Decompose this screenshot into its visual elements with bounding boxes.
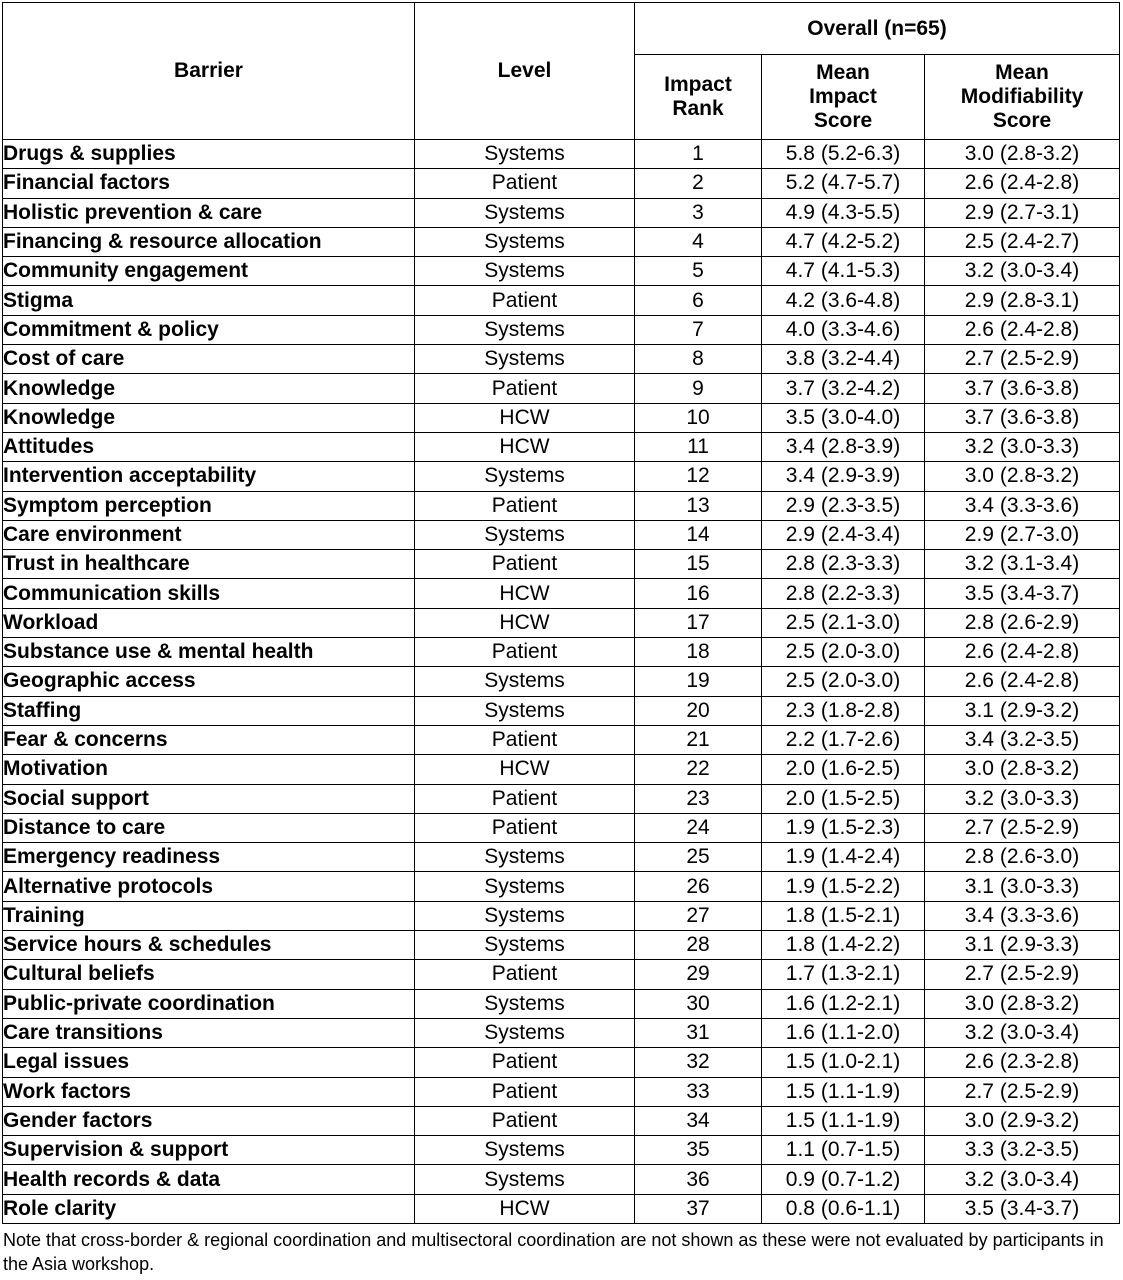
mean-impact-score-cell: 5.8 (5.2-6.3) (762, 140, 925, 169)
mean-modifiability-score-cell: 3.1 (2.9-3.3) (925, 931, 1120, 960)
impact-rank-cell: 36 (635, 1165, 762, 1194)
mean-impact-score-cell: 3.7 (3.2-4.2) (762, 374, 925, 403)
level-cell: Systems (415, 872, 635, 901)
mean-impact-score-cell: 4.7 (4.2-5.2) (762, 227, 925, 256)
barrier-cell: Commitment & policy (3, 315, 415, 344)
mean-modifiability-score-cell: 3.7 (3.6-3.8) (925, 403, 1120, 432)
table-row (3, 989, 1120, 1018)
level-cell: HCW (415, 608, 635, 637)
impact-rank-cell: 37 (635, 1194, 762, 1223)
table-row (3, 813, 1120, 842)
table-row (3, 1165, 1120, 1194)
table-row (3, 315, 1120, 344)
level-cell: Systems (415, 1136, 635, 1165)
header-mean-impact-score: Mean Impact Score (762, 55, 925, 140)
impact-rank-cell: 28 (635, 931, 762, 960)
level-cell: Patient (415, 638, 635, 667)
mean-impact-score-cell: 4.7 (4.1-5.3) (762, 257, 925, 286)
barrier-cell: Knowledge (3, 403, 415, 432)
header-impact-rank: Impact Rank (635, 55, 762, 140)
level-cell: HCW (415, 432, 635, 461)
mean-impact-score-cell: 2.9 (2.3-3.5) (762, 491, 925, 520)
mean-impact-score-cell: 2.3 (1.8-2.8) (762, 696, 925, 725)
table-header (3, 3, 1120, 140)
level-cell: Patient (415, 784, 635, 813)
level-cell: Systems (415, 989, 635, 1018)
level-cell: Patient (415, 286, 635, 315)
mean-modifiability-score-cell: 3.0 (2.8-3.2) (925, 989, 1120, 1018)
mean-modifiability-score-cell: 2.6 (2.3-2.8) (925, 1048, 1120, 1077)
barrier-cell: Fear & concerns (3, 725, 415, 754)
header-overall: Overall (n=65) (635, 3, 1120, 55)
mean-impact-score-cell: 4.2 (3.6-4.8) (762, 286, 925, 315)
table-row (3, 374, 1120, 403)
mean-modifiability-score-cell: 3.2 (3.0-3.4) (925, 1018, 1120, 1047)
mean-modifiability-score-cell: 3.7 (3.6-3.8) (925, 374, 1120, 403)
barrier-cell: Attitudes (3, 432, 415, 461)
barrier-cell: Motivation (3, 755, 415, 784)
level-cell: Systems (415, 667, 635, 696)
table-row (3, 227, 1120, 256)
mean-impact-score-cell: 3.8 (3.2-4.4) (762, 345, 925, 374)
mean-impact-score-cell: 1.7 (1.3-2.1) (762, 960, 925, 989)
table-row (3, 931, 1120, 960)
barrier-cell: Alternative protocols (3, 872, 415, 901)
level-cell: Patient (415, 491, 635, 520)
level-cell: Systems (415, 843, 635, 872)
barrier-cell: Holistic prevention & care (3, 198, 415, 227)
impact-rank-cell: 23 (635, 784, 762, 813)
mean-impact-score-cell: 0.9 (0.7-1.2) (762, 1165, 925, 1194)
level-cell: Patient (415, 960, 635, 989)
table-row (3, 432, 1120, 461)
header-level: Level (415, 3, 635, 140)
table-row (3, 462, 1120, 491)
impact-rank-cell: 14 (635, 520, 762, 549)
mean-impact-score-cell: 5.2 (4.7-5.7) (762, 169, 925, 198)
mean-modifiability-score-cell: 2.6 (2.4-2.8) (925, 315, 1120, 344)
barrier-cell: Legal issues (3, 1048, 415, 1077)
header-barrier: Barrier (3, 3, 415, 140)
table-row (3, 286, 1120, 315)
barrier-cell: Distance to care (3, 813, 415, 842)
mean-impact-score-cell: 1.9 (1.5-2.2) (762, 872, 925, 901)
level-cell: Patient (415, 813, 635, 842)
level-cell: Systems (415, 315, 635, 344)
level-cell: Systems (415, 520, 635, 549)
impact-rank-cell: 6 (635, 286, 762, 315)
barrier-cell: Trust in healthcare (3, 550, 415, 579)
barrier-cell: Public-private coordination (3, 989, 415, 1018)
table-row (3, 169, 1120, 198)
header-mean-modifiability-score: Mean Modifiability Score (925, 55, 1120, 140)
mean-modifiability-score-cell: 3.0 (2.8-3.2) (925, 140, 1120, 169)
barrier-cell: Work factors (3, 1077, 415, 1106)
mean-impact-score-cell: 1.5 (1.1-1.9) (762, 1106, 925, 1135)
impact-rank-cell: 18 (635, 638, 762, 667)
mean-modifiability-score-cell: 2.9 (2.8-3.1) (925, 286, 1120, 315)
barrier-cell: Workload (3, 608, 415, 637)
level-cell: Patient (415, 169, 635, 198)
impact-rank-cell: 19 (635, 667, 762, 696)
impact-rank-cell: 17 (635, 608, 762, 637)
impact-rank-cell: 32 (635, 1048, 762, 1077)
table-row (3, 1194, 1120, 1223)
mean-impact-score-cell: 1.8 (1.5-2.1) (762, 901, 925, 930)
level-cell: Patient (415, 725, 635, 754)
level-cell: HCW (415, 755, 635, 784)
table-row (3, 901, 1120, 930)
barrier-cell: Supervision & support (3, 1136, 415, 1165)
table-note: Note that cross-border & regional coordination and multisectoral coordination are not shown as these were not evaluated by participants in the Asia workshop. (3, 1230, 1104, 1274)
mean-modifiability-score-cell: 3.5 (3.4-3.7) (925, 1194, 1120, 1223)
mean-modifiability-score-cell: 2.7 (2.5-2.9) (925, 960, 1120, 989)
mean-impact-score-cell: 1.1 (0.7-1.5) (762, 1136, 925, 1165)
level-cell: Systems (415, 257, 635, 286)
table-row (3, 579, 1120, 608)
mean-modifiability-score-cell: 2.7 (2.5-2.9) (925, 1077, 1120, 1106)
impact-rank-cell: 2 (635, 169, 762, 198)
table-row (3, 1136, 1120, 1165)
impact-rank-cell: 11 (635, 432, 762, 461)
impact-rank-cell: 4 (635, 227, 762, 256)
mean-modifiability-score-cell: 2.5 (2.4-2.7) (925, 227, 1120, 256)
barrier-cell: Gender factors (3, 1106, 415, 1135)
impact-rank-cell: 24 (635, 813, 762, 842)
impact-rank-cell: 25 (635, 843, 762, 872)
impact-rank-cell: 8 (635, 345, 762, 374)
mean-impact-score-cell: 4.9 (4.3-5.5) (762, 198, 925, 227)
barrier-cell: Intervention acceptability (3, 462, 415, 491)
mean-impact-score-cell: 3.4 (2.8-3.9) (762, 432, 925, 461)
level-cell: HCW (415, 1194, 635, 1223)
mean-modifiability-score-cell: 2.7 (2.5-2.9) (925, 813, 1120, 842)
mean-impact-score-cell: 1.8 (1.4-2.2) (762, 931, 925, 960)
impact-rank-cell: 34 (635, 1106, 762, 1135)
impact-rank-cell: 20 (635, 696, 762, 725)
mean-modifiability-score-cell: 2.6 (2.4-2.8) (925, 667, 1120, 696)
mean-modifiability-score-cell: 3.2 (3.0-3.3) (925, 784, 1120, 813)
mean-modifiability-score-cell: 3.5 (3.4-3.7) (925, 579, 1120, 608)
mean-modifiability-score-cell: 3.1 (2.9-3.2) (925, 696, 1120, 725)
level-cell: Patient (415, 550, 635, 579)
impact-rank-cell: 35 (635, 1136, 762, 1165)
mean-impact-score-cell: 2.2 (1.7-2.6) (762, 725, 925, 754)
impact-rank-cell: 30 (635, 989, 762, 1018)
impact-rank-cell: 13 (635, 491, 762, 520)
impact-rank-cell: 26 (635, 872, 762, 901)
barrier-cell: Geographic access (3, 667, 415, 696)
barrier-cell: Knowledge (3, 374, 415, 403)
level-cell: Systems (415, 931, 635, 960)
table-row (3, 345, 1120, 374)
mean-impact-score-cell: 2.8 (2.3-3.3) (762, 550, 925, 579)
mean-impact-score-cell: 2.8 (2.2-3.3) (762, 579, 925, 608)
mean-impact-score-cell: 1.5 (1.0-2.1) (762, 1048, 925, 1077)
barrier-cell: Health records & data (3, 1165, 415, 1194)
barrier-cell: Role clarity (3, 1194, 415, 1223)
mean-impact-score-cell: 2.5 (2.0-3.0) (762, 638, 925, 667)
table-row (3, 491, 1120, 520)
mean-modifiability-score-cell: 3.2 (3.0-3.4) (925, 1165, 1120, 1194)
level-cell: Systems (415, 901, 635, 930)
table-row (3, 198, 1120, 227)
table-body (3, 140, 1120, 1224)
mean-impact-score-cell: 2.0 (1.6-2.5) (762, 755, 925, 784)
mean-modifiability-score-cell: 3.3 (3.2-3.5) (925, 1136, 1120, 1165)
table-row (3, 1077, 1120, 1106)
barriers-table (2, 2, 1120, 1224)
impact-rank-cell: 15 (635, 550, 762, 579)
mean-modifiability-score-cell: 2.9 (2.7-3.0) (925, 520, 1120, 549)
level-cell: Patient (415, 1077, 635, 1106)
table-row (3, 608, 1120, 637)
impact-rank-cell: 29 (635, 960, 762, 989)
level-cell: HCW (415, 579, 635, 608)
level-cell: Systems (415, 227, 635, 256)
level-cell: Systems (415, 462, 635, 491)
table-row (3, 784, 1120, 813)
mean-impact-score-cell: 1.5 (1.1-1.9) (762, 1077, 925, 1106)
table-row (3, 1048, 1120, 1077)
mean-modifiability-score-cell: 2.7 (2.5-2.9) (925, 345, 1120, 374)
table-row (3, 140, 1120, 169)
barrier-cell: Community engagement (3, 257, 415, 286)
mean-impact-score-cell: 2.9 (2.4-3.4) (762, 520, 925, 549)
mean-modifiability-score-cell: 2.6 (2.4-2.8) (925, 169, 1120, 198)
mean-modifiability-score-cell: 3.0 (2.9-3.2) (925, 1106, 1120, 1135)
barrier-cell: Financial factors (3, 169, 415, 198)
barrier-cell: Substance use & mental health (3, 638, 415, 667)
impact-rank-cell: 7 (635, 315, 762, 344)
level-cell: HCW (415, 403, 635, 432)
mean-modifiability-score-cell: 3.2 (3.1-3.4) (925, 550, 1120, 579)
mean-modifiability-score-cell: 2.6 (2.4-2.8) (925, 638, 1120, 667)
table-row (3, 520, 1120, 549)
barrier-cell: Financing & resource allocation (3, 227, 415, 256)
table-row (3, 725, 1120, 754)
mean-impact-score-cell: 1.9 (1.5-2.3) (762, 813, 925, 842)
barrier-cell: Care transitions (3, 1018, 415, 1047)
barrier-cell: Staffing (3, 696, 415, 725)
impact-rank-cell: 10 (635, 403, 762, 432)
mean-impact-score-cell: 2.0 (1.5-2.5) (762, 784, 925, 813)
table-row (3, 638, 1120, 667)
mean-modifiability-score-cell: 3.4 (3.2-3.5) (925, 725, 1120, 754)
level-cell: Patient (415, 1048, 635, 1077)
barrier-cell: Symptom perception (3, 491, 415, 520)
table-row (3, 257, 1120, 286)
barrier-cell: Drugs & supplies (3, 140, 415, 169)
level-cell: Systems (415, 345, 635, 374)
mean-impact-score-cell: 0.8 (0.6-1.1) (762, 1194, 925, 1223)
mean-modifiability-score-cell: 2.8 (2.6-3.0) (925, 843, 1120, 872)
impact-rank-cell: 12 (635, 462, 762, 491)
mean-impact-score-cell: 3.5 (3.0-4.0) (762, 403, 925, 432)
mean-modifiability-score-cell: 3.1 (3.0-3.3) (925, 872, 1120, 901)
barrier-cell: Cost of care (3, 345, 415, 374)
barrier-cell: Emergency readiness (3, 843, 415, 872)
impact-rank-cell: 5 (635, 257, 762, 286)
table-row (3, 872, 1120, 901)
mean-impact-score-cell: 4.0 (3.3-4.6) (762, 315, 925, 344)
impact-rank-cell: 9 (635, 374, 762, 403)
mean-modifiability-score-cell: 2.9 (2.7-3.1) (925, 198, 1120, 227)
table-row (3, 696, 1120, 725)
level-cell: Systems (415, 1165, 635, 1194)
mean-modifiability-score-cell: 3.0 (2.8-3.2) (925, 462, 1120, 491)
barrier-cell: Service hours & schedules (3, 931, 415, 960)
table-row (3, 1018, 1120, 1047)
level-cell: Systems (415, 198, 635, 227)
table-row (3, 550, 1120, 579)
impact-rank-cell: 27 (635, 901, 762, 930)
table-row (3, 667, 1120, 696)
impact-rank-cell: 31 (635, 1018, 762, 1047)
barrier-cell: Care environment (3, 520, 415, 549)
barrier-cell: Stigma (3, 286, 415, 315)
level-cell: Patient (415, 1106, 635, 1135)
table-row (3, 755, 1120, 784)
barrier-cell: Cultural beliefs (3, 960, 415, 989)
level-cell: Systems (415, 1018, 635, 1047)
barrier-cell: Communication skills (3, 579, 415, 608)
barrier-cell: Social support (3, 784, 415, 813)
table-row (3, 403, 1120, 432)
mean-modifiability-score-cell: 3.4 (3.3-3.6) (925, 901, 1120, 930)
impact-rank-cell: 1 (635, 140, 762, 169)
mean-impact-score-cell: 2.5 (2.1-3.0) (762, 608, 925, 637)
table-row (3, 843, 1120, 872)
level-cell: Systems (415, 140, 635, 169)
mean-impact-score-cell: 1.6 (1.1-2.0) (762, 1018, 925, 1047)
mean-modifiability-score-cell: 2.8 (2.6-2.9) (925, 608, 1120, 637)
table-row (3, 1106, 1120, 1135)
mean-modifiability-score-cell: 3.2 (3.0-3.3) (925, 432, 1120, 461)
barrier-cell: Training (3, 901, 415, 930)
impact-rank-cell: 33 (635, 1077, 762, 1106)
mean-impact-score-cell: 1.9 (1.4-2.4) (762, 843, 925, 872)
impact-rank-cell: 22 (635, 755, 762, 784)
table-row (3, 960, 1120, 989)
level-cell: Patient (415, 374, 635, 403)
mean-modifiability-score-cell: 3.0 (2.8-3.2) (925, 755, 1120, 784)
mean-modifiability-score-cell: 3.4 (3.3-3.6) (925, 491, 1120, 520)
impact-rank-cell: 21 (635, 725, 762, 754)
mean-modifiability-score-cell: 3.2 (3.0-3.4) (925, 257, 1120, 286)
level-cell: Systems (415, 696, 635, 725)
mean-impact-score-cell: 3.4 (2.9-3.9) (762, 462, 925, 491)
impact-rank-cell: 3 (635, 198, 762, 227)
impact-rank-cell: 16 (635, 579, 762, 608)
mean-impact-score-cell: 1.6 (1.2-2.1) (762, 989, 925, 1018)
mean-impact-score-cell: 2.5 (2.0-3.0) (762, 667, 925, 696)
